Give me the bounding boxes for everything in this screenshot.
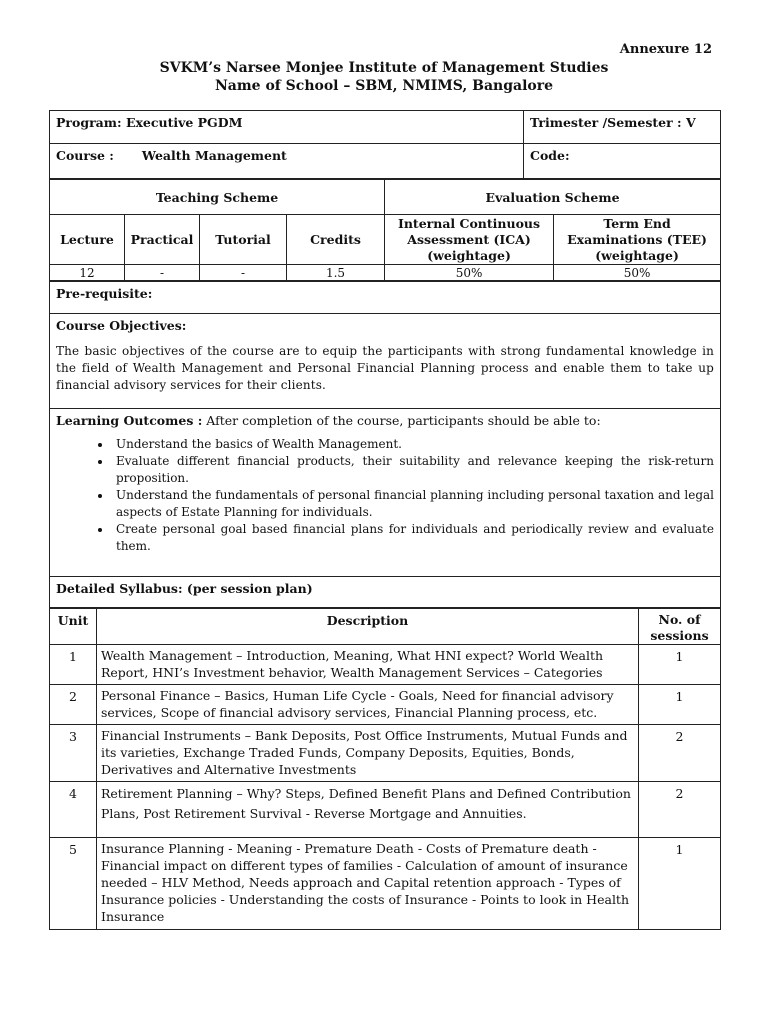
unit-description: Wealth Management – Introduction, Meaning, What HNI expect? World Wealth Report, HNI’s Investment behavior, Wealth Management Services – Categories [97, 645, 639, 685]
tutorial-value: - [200, 265, 287, 281]
code-cell: Code: [524, 144, 721, 179]
table-row [50, 838, 721, 930]
table-row [50, 685, 721, 725]
session-count: 2 [639, 725, 721, 782]
practical-value: - [125, 265, 200, 281]
outcomes-intro: After completion of the course, participants should be able to: [202, 413, 601, 428]
credits-value: 1.5 [287, 265, 385, 281]
teaching-scheme-header: Teaching Scheme [50, 180, 385, 215]
unit-number: 2 [50, 685, 97, 725]
objectives-text: The basic objectives of the course are to equip the participants with strong fundamental knowledge in the field of Wealth Management and Personal Financial Planning process and enable them to take up financial advisory services for their clients. [56, 344, 714, 392]
annexure-label: Annexure 12 [619, 42, 712, 57]
course-details [49, 281, 721, 608]
outcome-item: • Evaluate different financial products, their suitability and relevance keeping the risk-return proposition. [112, 453, 714, 487]
ica-header: Internal Continuous Assessment (ICA) (weightage) [385, 215, 554, 265]
session-count: 1 [639, 838, 721, 930]
unit-number: 3 [50, 725, 97, 782]
syllabus-title-cell: Detailed Syllabus: (per session plan) [50, 577, 721, 608]
unit-description: Personal Finance – Basics, Human Life Cycle - Goals, Need for financial advisory services, Scope of financial advisory services, Financial Planning process, etc. [97, 685, 639, 725]
session-count: 2 [639, 782, 721, 838]
syllabus-table [49, 608, 721, 930]
prerequisite-cell: Pre-requisite: [50, 282, 721, 314]
ica-value: 50% [385, 265, 554, 281]
outcome-item: • Understand the fundamentals of personal financial planning including personal taxation and legal aspects of Estate Planning for individuals. [112, 487, 714, 521]
outcome-item: • Understand the basics of Wealth Management. [112, 436, 714, 453]
course-label: Course : [56, 148, 114, 163]
sessions-header: No. of sessions [639, 609, 721, 645]
table-row [50, 645, 721, 685]
credits-header: Credits [287, 215, 385, 265]
unit-number: 5 [50, 838, 97, 930]
session-count: 1 [639, 645, 721, 685]
program-cell: Program: Executive PGDM [50, 111, 524, 144]
lecture-header: Lecture [50, 215, 125, 265]
outcomes-title: Learning Outcomes : [56, 413, 203, 428]
tee-header: Term End Examinations (TEE) (weightage) [554, 215, 721, 265]
course-name: Wealth Management [141, 148, 287, 163]
objectives-cell [50, 314, 721, 409]
course-table [49, 110, 720, 930]
description-header: Description [97, 609, 639, 645]
outcome-item: • Create personal goal based financial plans for individuals and periodically review and evaluate them. [112, 521, 714, 555]
school-name: Name of School – SBM, NMIMS, Bangalore [214, 78, 554, 94]
unit-description: Retirement Planning – Why? Steps, Defined Benefit Plans and Defined Contribution Plans, Post Retirement Survival - Reverse Mortgage and Annuities. [97, 782, 639, 838]
lecture-value: 12 [50, 265, 125, 281]
tee-value: 50% [554, 265, 721, 281]
program-row [49, 110, 721, 179]
table-row [50, 725, 721, 782]
evaluation-scheme-header: Evaluation Scheme [385, 180, 721, 215]
scheme-table [49, 179, 721, 281]
table-row [50, 782, 721, 838]
objectives-title: Course Objectives: [56, 318, 187, 333]
unit-description: Insurance Planning - Meaning - Premature Death - Costs of Premature death - Financial impact on different types of families - Calculation of amount of insurance needed – HLV Method, Needs approach and Capital retention approach - Types of Insurance policies - Understanding the costs of Insurance - Points to look in Health Insurance [97, 838, 639, 930]
session-count: 1 [639, 685, 721, 725]
institute-name: SVKM’s Narsee Monjee Institute of Management Studies [159, 60, 609, 76]
unit-description: Financial Instruments – Bank Deposits, Post Office Instruments, Mutual Funds and its varieties, Exchange Traded Funds, Company Deposits, Equities, Bonds, Derivatives and Alternative Investments [97, 725, 639, 782]
tutorial-header: Tutorial [200, 215, 287, 265]
unit-number: 1 [50, 645, 97, 685]
unit-header: Unit [50, 609, 97, 645]
course-cell [50, 144, 524, 179]
practical-header: Practical [125, 215, 200, 265]
outcomes-list [56, 436, 714, 555]
trimester-cell: Trimester /Semester : V [524, 111, 721, 144]
outcomes-cell [50, 409, 721, 577]
unit-number: 4 [50, 782, 97, 838]
